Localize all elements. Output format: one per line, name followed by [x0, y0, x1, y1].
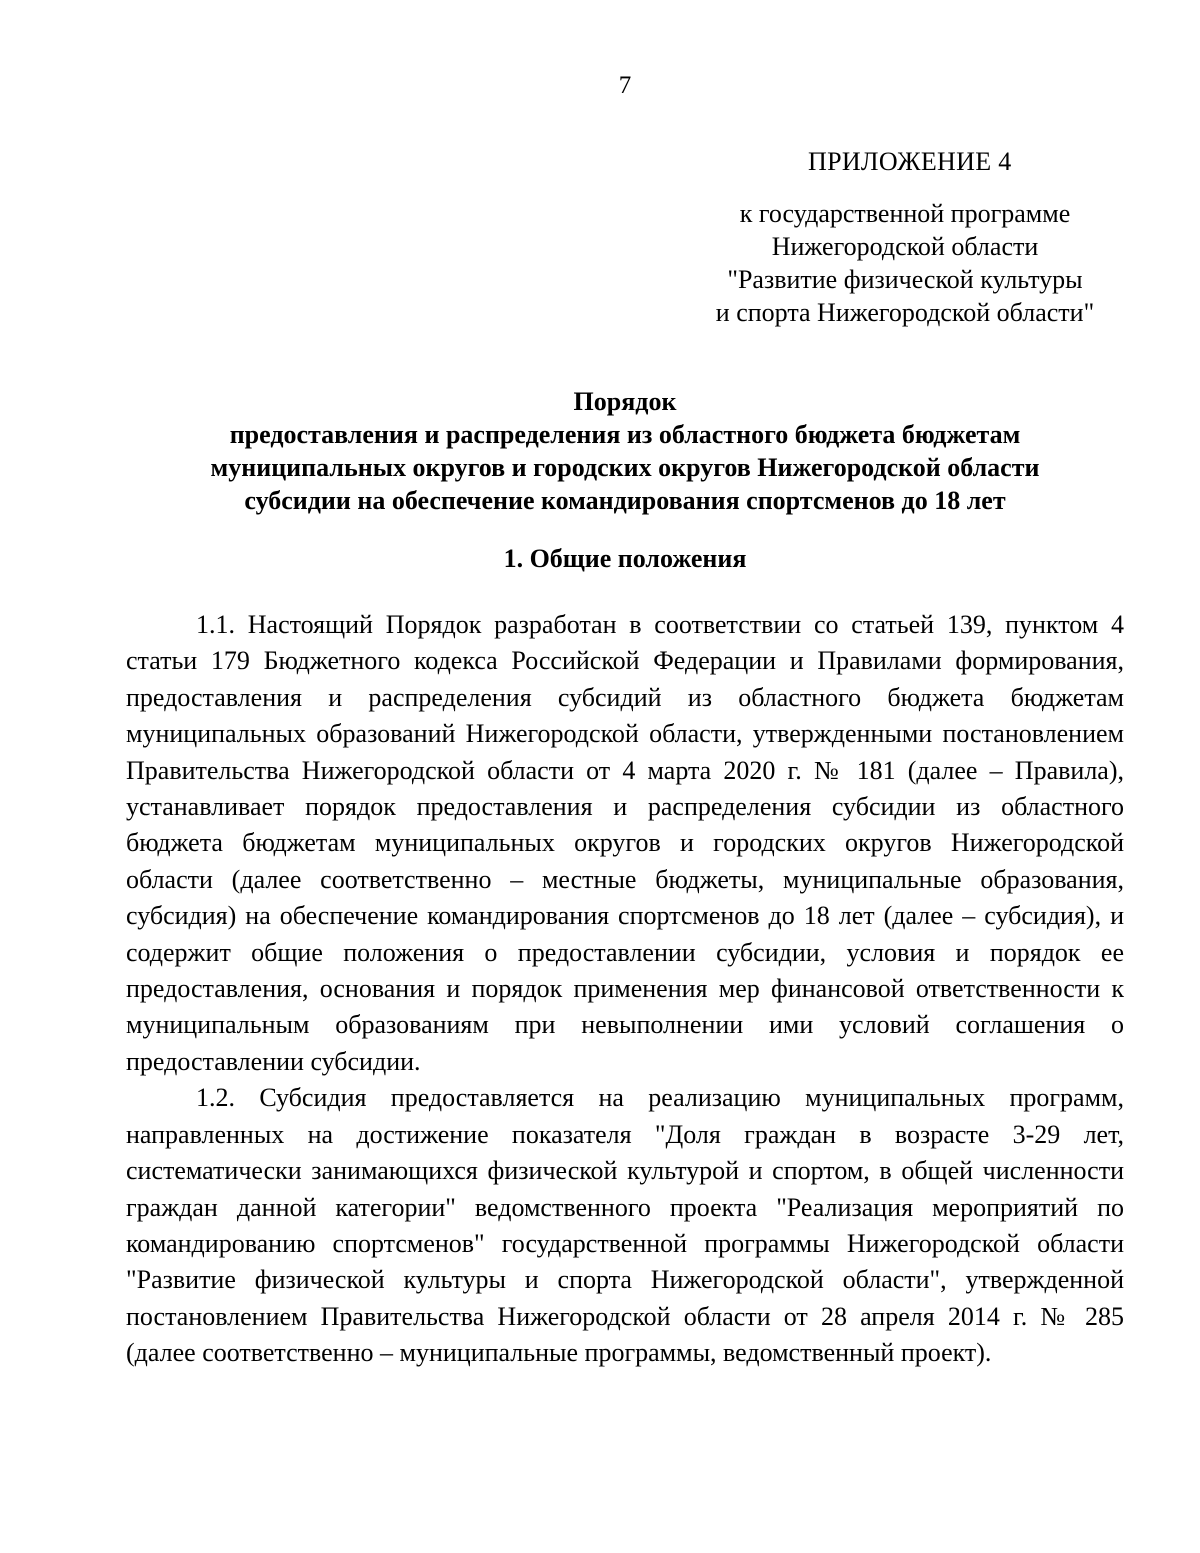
- paragraph-1-2: 1.2. Субсидия предоставляется на реализацию муниципальных программ, направленных на достижение показателя "Доля граждан в возрасте 3-29 лет, систематически занимающихся физической культурой и спортом, в общей численности граждан данной категории" ведомственного проекта "Реализация мероприятий по командированию спортсменов" государственной программы Нижегородской области "Развитие физической культуры и спорта Нижегородской области", утвержденной постановлением Правительства Нижегородской области от 28 апреля 2014 г. № 285 (далее соответственно – муниципальные программы, ведомственный проект).: [126, 1083, 1124, 1368]
- section-body: [126, 607, 1124, 1372]
- title-line: муниципальных округов и городских округов Нижегородской области: [210, 453, 1040, 482]
- title-line: субсидии на обеспечение командирования спортсменов до 18 лет: [244, 486, 1006, 515]
- title-line: Порядок: [573, 387, 677, 416]
- section-heading: 1. Общие положения: [503, 544, 747, 573]
- appendix-reference: [640, 197, 1170, 329]
- appendix-ref-line: Нижегородской области: [771, 232, 1039, 261]
- title-line: предоставления и распределения из областного бюджета бюджетам: [229, 420, 1021, 449]
- document-title: [100, 385, 1150, 517]
- appendix-label: ПРИЛОЖЕНИЕ 4: [808, 147, 1012, 176]
- paragraph-1-1: 1.1. Настоящий Порядок разработан в соответствии со статьей 139, пунктом 4 статьи 179 Бюджетного кодекса Российской Федерации и Правилами формирования, предоставления и распределения субсидий из областного бюджета бюджетам муниципальных образований Нижегородской области, утвержденными постановлением Правительства Нижегородской области от 4 марта 2020 г. № 181 (далее – Правила), устанавливает порядок предоставления и распределения субсидии из областного бюджета бюджетам муниципальных округов и городских округов Нижегородской области (далее соответственно – местные бюджеты, муниципальные образования, субсидия) на обеспечение командирования спортсменов до 18 лет (далее – субсидия), и содержит общие положения о предоставлении субсидии, условия и порядок ее предоставления, основания и порядок применения мер финансовой ответственности к муниципальным образованиям при невыполнении ими условий соглашения о предоставлении субсидии.: [126, 610, 1124, 1076]
- appendix-ref-line: к государственной программе: [739, 199, 1071, 228]
- appendix-ref-line: "Развитие физической культуры: [727, 265, 1083, 294]
- page-number: 7: [618, 72, 632, 99]
- appendix-ref-line: и спорта Нижегородской области": [715, 298, 1095, 327]
